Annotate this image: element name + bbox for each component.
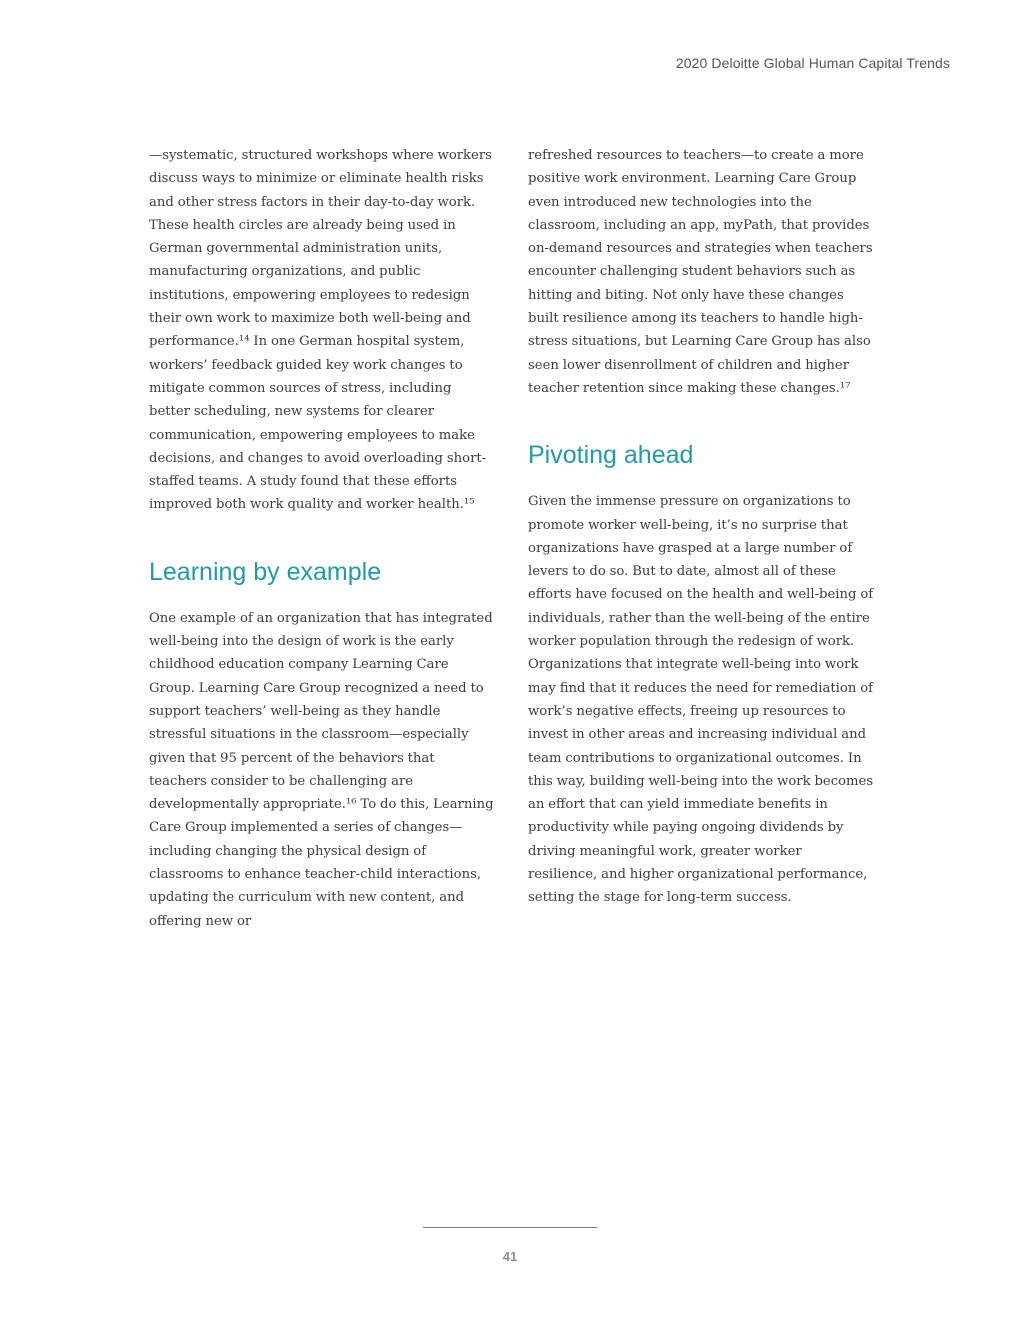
spacer	[149, 587, 495, 607]
health-circles-paragraph: —systematic, structured workshops where workers discuss ways to minimize or eliminate health risks and other stress factors in their day-to-day work. These health circles are already being used in German governmental administration units, manufacturing organizations, and public institutions, empowering employees to redesign their own work to maximize both well-being and performance.¹⁴ In one German hospital system, workers’ feedback guided key work changes to mitigate common sources of stress, including better scheduling, new systems for clearer communication, empowering employees to make decisions, and changes to avoid overloading short-staffed teams. A study found that these efforts improved both work quality and worker health.¹⁵	[149, 148, 492, 513]
spacer	[149, 517, 495, 557]
section-heading-learning-by-example: Learning by example	[149, 557, 382, 586]
section-heading-pivoting-ahead: Pivoting ahead	[528, 441, 694, 470]
left-column	[149, 144, 495, 933]
page-number: 41	[502, 1249, 518, 1264]
learning-care-group-continued-paragraph: refreshed resources to teachers—to create a more positive work environment. Learning Care Group even introduced new technologies into the classroom, including an app, myPath, that provides on-demand resources and strategies when teachers encounter challenging student behaviors such as hitting and biting. Not only have these changes built resilience among its teachers to handle high-stress situations, but Learning Care Group has also seen lower disenrollment of children and higher teacher retention since making these changes.¹⁷	[528, 148, 873, 396]
spacer	[528, 400, 874, 440]
running-header: 2020 Deloitte Global Human Capital Trends	[675, 55, 950, 71]
right-column	[528, 144, 874, 910]
learning-care-group-paragraph: One example of an organization that has integrated well-being into the design of work is the early childhood education company Learning Care Group. Learning Care Group recognized a need to support teachers’ well-being as they handle stressful situations in the classroom—especially given that 95 percent of the behaviors that teachers consider to be challenging are developmentally appropriate.¹⁶ To do this, Learning Care Group implemented a series of changes—including changing the physical design of classrooms to enhance teacher-child interactions, updating the curriculum with new content, and offering new or	[149, 610, 494, 929]
pivoting-ahead-paragraph: Given the immense pressure on organizations to promote worker well-being, it’s no surprise that organizations have grasped at a large number of levers to do so. But to date, almost all of these efforts have focused on the health and well-being of individuals, rather than the well-being of the entire worker population through the redesign of work. Organizations that integrate well-being into work may find that it reduces the need for remediation of work’s negative effects, freeing up resources to invest in other areas and increasing individual and team contributions to organizational outcomes. In this way, building well-being into the work becomes an effort that can yield immediate benefits in productivity while paying ongoing dividends by driving meaningful work, greater worker resilience, and higher organizational performance, setting the stage for long-term success.	[528, 494, 874, 906]
footer-divider	[423, 1227, 597, 1228]
spacer	[528, 470, 874, 490]
